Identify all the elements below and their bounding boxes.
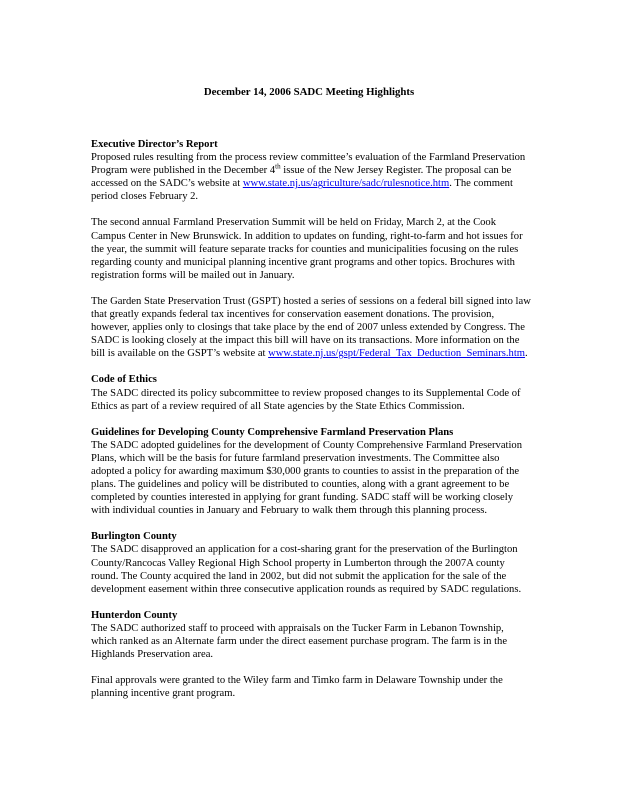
section-code-of-ethics	[91, 373, 531, 412]
section-heading: Guidelines for Developing County Comprehensive Farmland Preservation Plans	[91, 426, 454, 438]
section-executive-directors-report	[91, 138, 531, 360]
section-guidelines	[91, 426, 531, 518]
paragraph-text: issue of the New Jersey Register. The proposal can be accessed on the SADC’s website at	[91, 165, 512, 190]
paragraph-text: .	[525, 348, 528, 360]
section-heading: Hunterdon County	[91, 609, 178, 621]
document-title: December 14, 2006 SADC Meeting Highlights	[203, 86, 415, 98]
section-heading: Code of Ethics	[91, 374, 157, 386]
paragraph-ethics: The SADC directed its policy subcommittee to review proposed changes to its Supplemental Code of Ethics as part of a review required of all State agencies by the State Ethics Commission.	[91, 387, 521, 412]
paragraph-summit: The second annual Farmland Preservation Summit will be held on Friday, March 2, at the Cook Campus Center in New Brunswick. In addition to updates on funding, right-to-farm and hot issues for the year, the summit will feature separate tracks for counties and municipalities focusing on the rules regarding county and municipal planning incentive grant programs and other topics. Brochures with registration forms will be mailed out in January.	[91, 217, 523, 281]
paragraph-proposed-rules	[91, 151, 531, 203]
section-heading: Burlington County	[91, 531, 177, 543]
paragraph-hunterdon-tucker: The SADC authorized staff to proceed with appraisals on the Tucker Farm in Lebanon Township, which ranked as an Alternate farm under the direct easement purchase program. The farm is in the Highlands Preservation area.	[91, 622, 508, 661]
paragraph-burlington: The SADC disapproved an application for a cost-sharing grant for the preservation of the Burlington County/Rancocas Valley Regional High School property in Lumberton through the 2007A county round. The County acquired the land in 2002, but did not submit the application for the sale of the development easement within three consecutive application rounds as required by SADC regulations.	[91, 544, 522, 595]
paragraph-text: Proposed rules resulting from the process review committee’s evaluation of the Farmland Preservation Program were published in the December 4	[91, 152, 526, 177]
paragraph-gspt	[91, 295, 531, 360]
paragraph-text: . The comment period closes February 2.	[91, 178, 513, 203]
section-heading: Executive Director’s Report	[91, 139, 218, 150]
gspt-seminars-link[interactable]: www.state.nj.us/gspt/Federal_Tax_Deduction_Seminars.htm	[268, 348, 526, 360]
superscript-text: th	[275, 162, 281, 171]
paragraph-guidelines: The SADC adopted guidelines for the development of County Comprehensive Farmland Preservation Plans, which will be the basis for future farmland preservation investments. The Committee also adopted a policy for awarding maximum $30,000 grants to counties to assist in the preparation of the plans. The guidelines and policy will be distributed to counties, along with a grant agreement to be completed by counties interested in applying for grant funding. SADC staff will be working closely with individual counties in January and February to walk them through this planning process.	[91, 439, 523, 517]
rules-notice-link[interactable]: www.state.nj.us/agriculture/sadc/rulesnotice.htm	[242, 178, 450, 190]
document-body	[91, 138, 531, 713]
paragraph-hunterdon-final-approvals: Final approvals were granted to the Wiley farm and Timko farm in Delaware Township under the planning incentive grant program.	[91, 675, 503, 700]
section-burlington-county	[91, 530, 531, 595]
section-hunterdon-county	[91, 609, 531, 701]
paragraph-text: The Garden State Preservation Trust (GSPT) hosted a series of sessions on a federal bill signed into law that greatly expands federal tax incentives for conservation easement donations. The provision, however, applies only to closings that take place by the end of 2007 unless extended by Congress. The SADC is looking closely at the impact this bill will have on its transactions. More information on the bill is available on the GSPT’s website at	[91, 295, 531, 360]
